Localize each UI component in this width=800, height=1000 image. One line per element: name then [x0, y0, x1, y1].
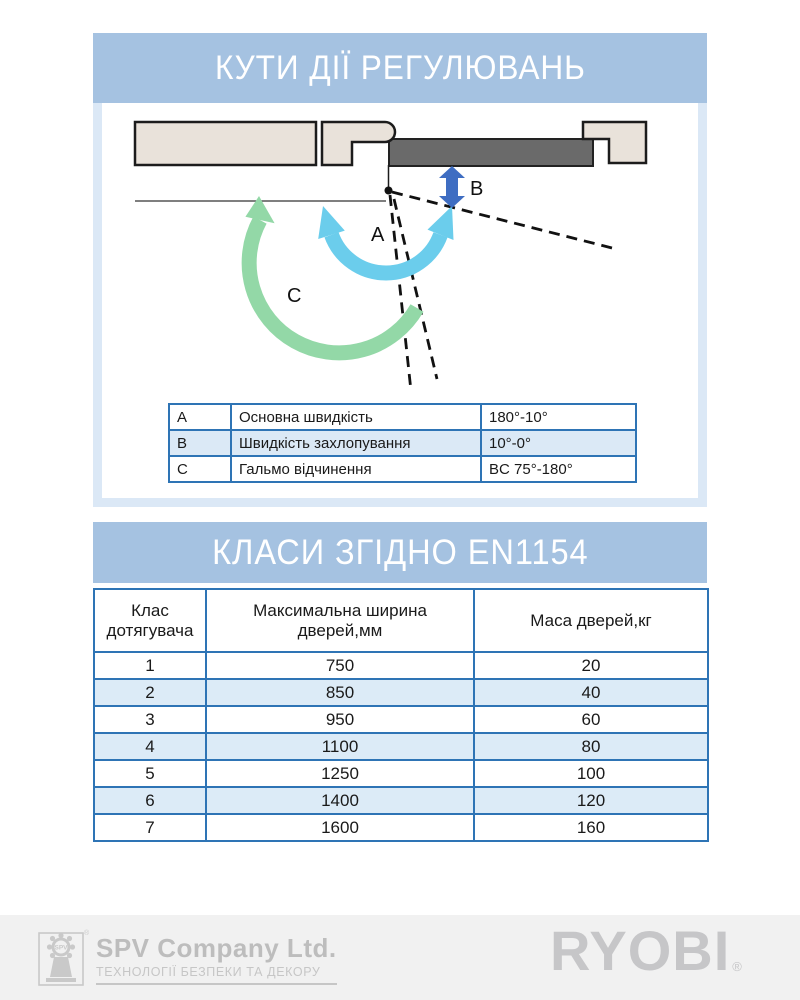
door-frame-hinge-piece — [322, 122, 395, 165]
cell-width: 750 — [206, 652, 474, 679]
wall-block-left — [135, 122, 316, 165]
spv-registered-mark: ® — [84, 930, 90, 937]
table-row — [94, 733, 708, 760]
dashed-line-10deg — [392, 192, 616, 249]
legend-value: 10°-0° — [481, 430, 636, 456]
spv-emblem-body — [50, 957, 72, 977]
header-max-width: Максимальна ширина дверей,мм — [206, 589, 474, 652]
table-row — [94, 814, 708, 841]
cell-class: 5 — [94, 760, 206, 787]
legend-row-a — [169, 404, 636, 430]
cell-mass: 20 — [474, 652, 708, 679]
spv-logo-block — [36, 927, 337, 989]
cell-width: 1100 — [206, 733, 474, 760]
cell-mass: 160 — [474, 814, 708, 841]
cell-width: 1250 — [206, 760, 474, 787]
legend-label: Швидкість захлопування — [231, 430, 481, 456]
legend-row-b — [169, 430, 636, 456]
adjustment-legend-table — [168, 403, 637, 483]
cell-class: 4 — [94, 733, 206, 760]
label-a: A — [371, 224, 385, 246]
label-b: B — [470, 178, 484, 200]
section2-title-banner — [93, 522, 707, 583]
legend-row-c — [169, 456, 636, 482]
ryobi-registered-mark: ® — [732, 959, 742, 975]
arrow-a-head-left — [318, 206, 345, 239]
spv-emblem-base — [46, 978, 76, 982]
cell-width: 850 — [206, 679, 474, 706]
cell-mass: 60 — [474, 706, 708, 733]
cell-width: 1600 — [206, 814, 474, 841]
arrow-c-head — [245, 196, 274, 223]
table-row — [94, 706, 708, 733]
label-c: C — [287, 285, 302, 307]
cell-mass: 120 — [474, 787, 708, 814]
cell-class: 7 — [94, 814, 206, 841]
cell-width: 950 — [206, 706, 474, 733]
header-mass: Маса дверей,кг — [474, 589, 708, 652]
spv-emblem-text: SPV — [54, 944, 68, 952]
cell-width: 1400 — [206, 787, 474, 814]
en1154-classes-table — [93, 588, 709, 842]
legend-key: C — [169, 456, 231, 482]
legend-key: B — [169, 430, 231, 456]
table-row — [94, 760, 708, 787]
arrow-a-arc — [332, 235, 441, 273]
ryobi-logo — [550, 919, 742, 982]
header-class: Клас дотягувача — [94, 589, 206, 652]
table-row — [94, 679, 708, 706]
legend-value: 180°-10° — [481, 404, 636, 430]
legend-value: BC 75°-180° — [481, 456, 636, 482]
cell-class: 1 — [94, 652, 206, 679]
table-row — [94, 652, 708, 679]
door-leaf-open — [389, 139, 593, 166]
cell-mass: 80 — [474, 733, 708, 760]
section1-title: КУТИ ДІЇ РЕГУЛЮВАНЬ — [214, 48, 586, 87]
table-header-row — [94, 589, 708, 652]
legend-label: Гальмо відчинення — [231, 456, 481, 482]
legend-key: A — [169, 404, 231, 430]
arrow-b — [439, 166, 465, 208]
cell-class: 3 — [94, 706, 206, 733]
spv-tagline: ТЕХНОЛОГІЇ БЕЗПЕКИ ТА ДЕКОРУ — [96, 965, 337, 985]
ryobi-wordmark: RYOBI — [550, 919, 731, 982]
cell-class: 6 — [94, 787, 206, 814]
section2-title: КЛАСИ ЗГІДНО EN1154 — [211, 532, 589, 572]
spv-emblem-icon — [36, 927, 90, 989]
table-row — [94, 787, 708, 814]
cell-class: 2 — [94, 679, 206, 706]
legend-label: Основна швидкість — [231, 404, 481, 430]
section1-title-banner — [93, 33, 707, 103]
spv-company-name: SPV Company Ltd. — [96, 933, 337, 963]
pivot-point — [385, 187, 393, 195]
cell-mass: 40 — [474, 679, 708, 706]
cell-mass: 100 — [474, 760, 708, 787]
